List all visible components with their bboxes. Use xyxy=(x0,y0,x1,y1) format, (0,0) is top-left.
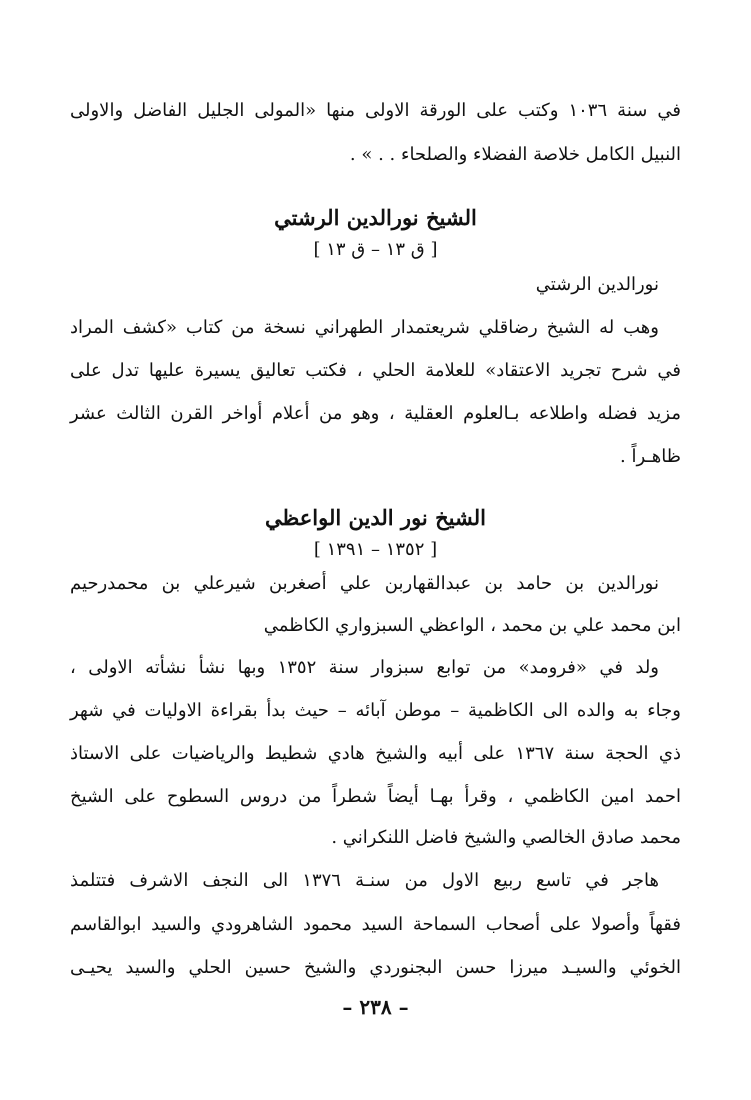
entry-title: الشيخ نور الدين الواعظي xyxy=(265,505,486,530)
paragraph-line: هاجر في تاسع ربيع الاول من سنـة ١٣٧٦ الى النجف الاشرف فتتلمذ xyxy=(70,870,660,891)
paragraph-line: الخوئي والسيـد ميرزا حسن البجنوردي والشيخ حسين الحلي والسيد يحيـى xyxy=(70,957,681,978)
paragraph-line: ولد في «فرومد» من توابع سبزوار سنة ١٣٥٢ وبها نشأ نشأته الاولى ، xyxy=(70,657,659,678)
paragraph-line: ابن محمد علي بن محمد ، الواعظي السبزواري الكاظمي xyxy=(263,615,681,636)
intro-line: النبيل الكامل خلاصة الفضلاء والصلحاء . . » . xyxy=(349,144,681,165)
intro-line: في سنة ١٠٣٦ وكتب على الورقة الاولى منها «المولى الجليل الفاضل والاولى xyxy=(70,100,682,121)
entry-title: الشيخ نورالدين الرشتي xyxy=(274,205,477,230)
paragraph-line: مزيد فضله واطلاعه بـالعلوم العقلية ، وهو من أعلام أواخر القرن الثالث عشر xyxy=(70,403,681,424)
paragraph-line: ظاهـراً . xyxy=(620,446,681,467)
entry-dates: [ ق ١٣ – ق ١٣ ] xyxy=(313,239,438,260)
paragraph-line: فقهاً وأصولا على أصحاب السماحة السيد محمود الشاهرودي والسيد ابوالقاسم xyxy=(70,914,681,935)
paragraph-line: نورالدين بن حامد بن عبدالقهاربن علي أصغربن شيرعلي بن محمدرحيم xyxy=(70,573,659,594)
page-number: – ٢٣٨ – xyxy=(342,995,409,1019)
paragraph-line: محمد صادق الخالصي والشيخ فاضل اللنكراني . xyxy=(331,827,681,848)
paragraph-line: ذي الحجة سنة ١٣٦٧ على أبيه والشيخ هادي شطيط والرياضيات على الاستاذ xyxy=(70,743,681,764)
entry-name-line: نورالدين الرشتي xyxy=(535,274,659,295)
paragraph-line: في شرح تجريد الاعتقاد» للعلامة الحلي ، فكتب تعاليق يسيرة عليها تدل على xyxy=(70,360,681,381)
paragraph-line: احمد امين الكاظمي ، وقرأ بهـا أيضاً شطراً من دروس السطوح على الشيخ xyxy=(70,786,681,807)
entry-dates: [ ١٣٥٢ – ١٣٩١ ] xyxy=(313,539,438,560)
paragraph-line: وهب له الشيخ رضاقلي شريعتمدار الطهراني نسخة من كتاب «كشف المراد xyxy=(70,317,659,338)
paragraph-line: وجاء به والده الى الكاظمية – موطن آبائه – حيث بدأ بقراءة الاوليات في شهر xyxy=(70,700,681,721)
